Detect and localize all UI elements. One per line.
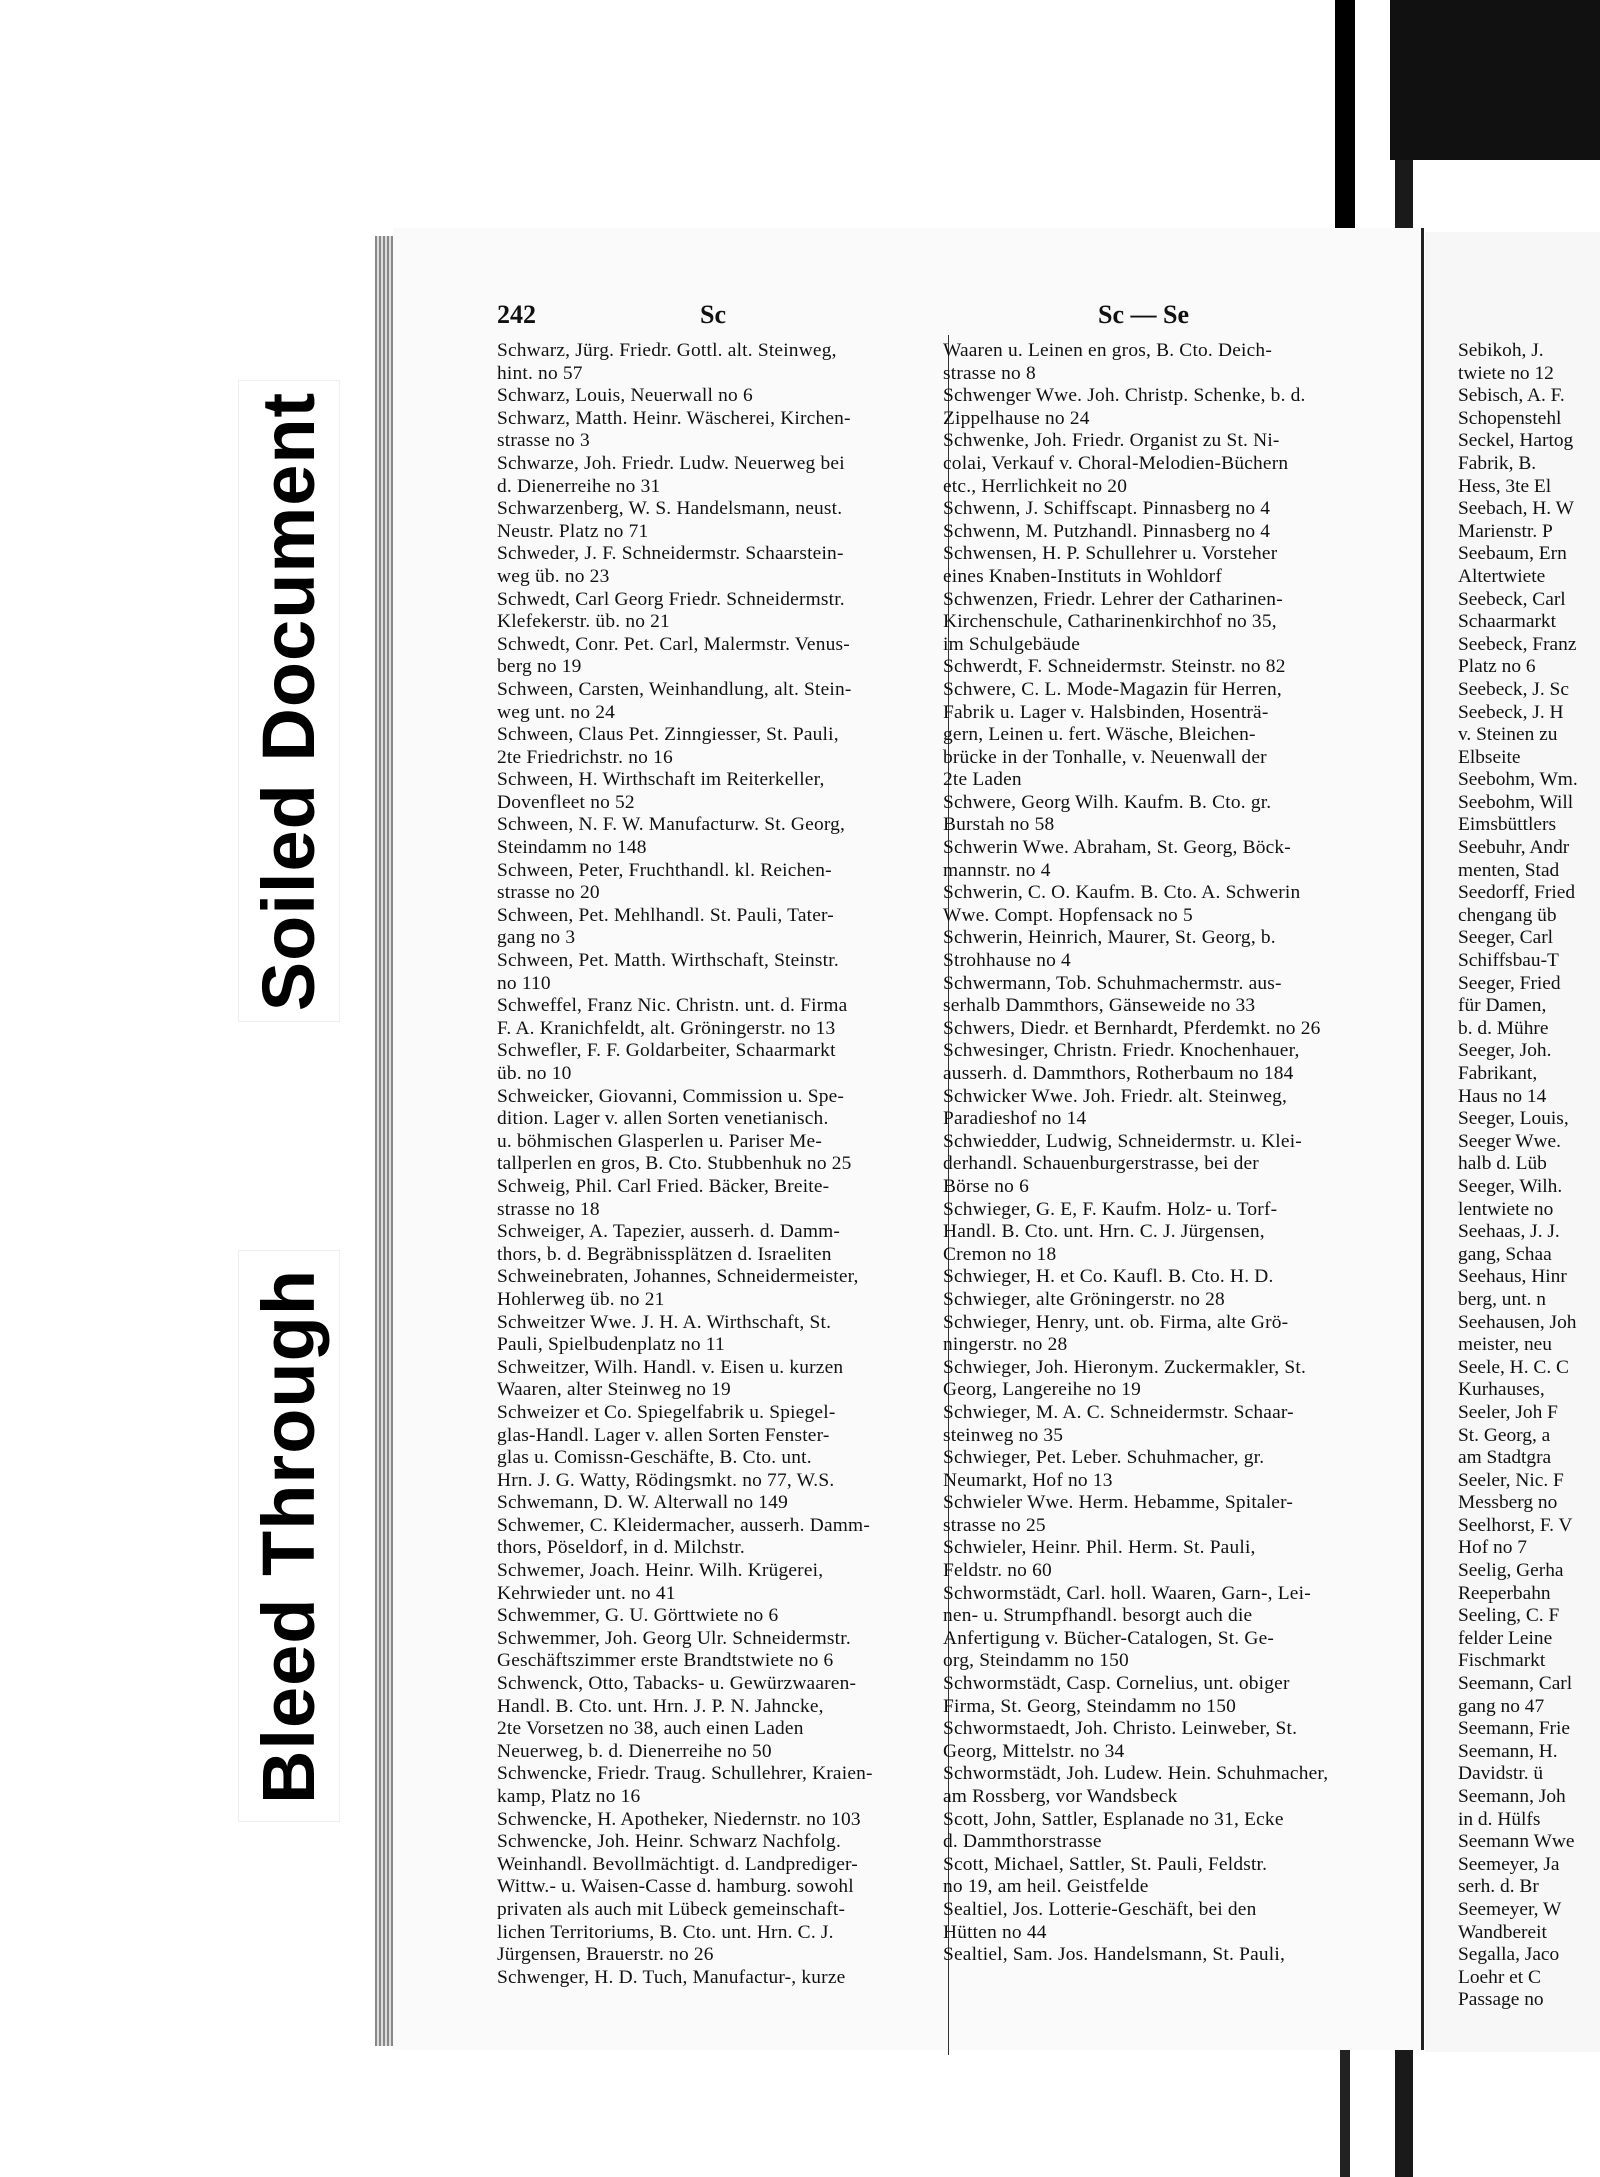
directory-column-left [497, 340, 947, 1989]
book-page-edges [375, 236, 395, 2046]
entry-line: Schwieler, Heinr. Phil. Herm. St. Pauli, [943, 1537, 1256, 1559]
entry-line: Wandbereit [1458, 1921, 1547, 1943]
entry-line: etc., Herrlichkeit no 20 [943, 475, 1128, 497]
entry-line: Seelhorst, F. V [1458, 1514, 1573, 1536]
entry-line: Schwenger, H. D. Tuch, Manufactur-, kurze [497, 1966, 846, 1988]
entry-line: Schwieger, G. E, F. Kaufm. Holz- u. Torf- [943, 1198, 1278, 1220]
right-running-head: Sc — Se [1098, 300, 1189, 329]
entry-line: strasse no 18 [497, 1198, 600, 1220]
entry-line: Schween, N. F. W. Manufacturw. St. Georg, [497, 814, 846, 836]
entry-line: Schwerin, Heinrich, Maurer, St. Georg, b. [943, 927, 1276, 949]
entry-line: Seebeck, Franz [1458, 633, 1577, 655]
entry-line: Schwiedder, Ludwig, Schneidermstr. u. Klei- [943, 1130, 1302, 1152]
entry-line: meister, neu [1458, 1334, 1552, 1356]
entry-line: nen- u. Strumpfhandl. besorgt auch die [943, 1605, 1253, 1627]
entry-line: thors, b. d. Begräbnissplätzen d. Israeliten [497, 1243, 832, 1265]
soiled-document-label: Soiled Document [247, 391, 331, 1011]
entry-line: chengang üb [1458, 904, 1557, 926]
entry-line: Schwicker Wwe. Joh. Friedr. alt. Steinweg, [943, 1085, 1288, 1107]
entry-line: Sealtiel, Sam. Jos. Handelsmann, St. Pauli, [943, 1944, 1285, 1966]
entry-line: Schwedt, Carl Georg Friedr. Schneidermstr. [497, 588, 845, 610]
entry-line: privaten als auch mit Lübeck gemeinschaft- [497, 1898, 846, 1920]
entry-line: brücke in der Tonhalle, v. Neuenwall der [943, 746, 1267, 768]
entry-line: Seeler, Joh F [1458, 1401, 1558, 1423]
entry-line: Seemeyer, W [1458, 1898, 1562, 1920]
entry-line: hint. no 57 [497, 362, 583, 384]
entry-line: Schwensen, H. P. Schullehrer u. Vorsteher [943, 543, 1278, 565]
entry-line: Seebeck, J. Sc [1458, 678, 1569, 700]
entry-line: Paradieshof no 14 [943, 1108, 1087, 1130]
entry-line: üb. no 10 [497, 1063, 572, 1084]
entry-line: lichen Territoriums, B. Cto. unt. Hrn. C. J. [497, 1921, 834, 1943]
entry-line: Seebohm, Will [1458, 791, 1574, 813]
scan-background-stripe-1 [1335, 0, 1355, 240]
entry-line: Schwemer, Joach. Heinr. Wilh. Krügerei, [497, 1560, 824, 1582]
entry-line: Schwormstädt, Casp. Cornelius, unt. obiger [943, 1673, 1290, 1695]
entry-line: Seedorff, Fried [1458, 882, 1576, 904]
entry-line: Loehr et C [1458, 1966, 1541, 1988]
entry-line: Schween, Pet. Mehlhandl. St. Pauli, Tater- [497, 904, 834, 926]
entry-line: strasse no 8 [943, 362, 1036, 384]
entry-line: Scott, Michael, Sattler, St. Pauli, Feldstr. [943, 1853, 1268, 1875]
entry-line: Georg, Mittelstr. no 34 [943, 1740, 1125, 1762]
entry-line: Schwemann, D. W. Alterwall no 149 [497, 1492, 788, 1514]
entry-line: Schween, Peter, Fruchthandl. kl. Reichen- [497, 859, 832, 881]
entry-line: Schwarze, Joh. Friedr. Ludw. Neuerweg bei [497, 452, 845, 474]
entry-line: Fischmarkt [1458, 1650, 1546, 1672]
entry-line: glas-Handl. Lager v. allen Sorten Fenster- [497, 1424, 830, 1446]
entry-line: Neustr. Platz no 71 [497, 520, 649, 542]
entry-line: Seebaum, Ern [1458, 543, 1567, 565]
entry-line: Geschäftszimmer erste Brandtstwiete no 6 [497, 1650, 834, 1672]
entry-line: Hütten no 44 [943, 1921, 1047, 1943]
scan-background-stripe-2 [1390, 0, 1600, 160]
entry-line: gang, Schaa [1458, 1243, 1552, 1265]
entry-line: no 19, am heil. Geistfelde [943, 1876, 1149, 1898]
entry-line: Hess, 3te El [1458, 475, 1552, 497]
entry-line: Passage no [1458, 1989, 1544, 2011]
entry-line: Seeger, Fried [1458, 972, 1561, 994]
entry-line: Sebikoh, J. [1458, 340, 1544, 361]
entry-line: Hof no 7 [1458, 1537, 1527, 1559]
entry-line: Schwencke, H. Apotheker, Niedernstr. no 103 [497, 1808, 861, 1830]
entry-line: Schwenger Wwe. Joh. Christp. Schenke, b. d. [943, 385, 1306, 407]
entry-line: b. d. Mühre [1458, 1017, 1549, 1039]
entry-line: Schwormstädt, Joh. Ludew. Hein. Schuhmacher, [943, 1763, 1329, 1785]
entry-line: Schwermann, Tob. Schuhmachermstr. aus- [943, 972, 1282, 994]
entry-line: Seebeck, J. H [1458, 701, 1564, 723]
entry-line: Wwe. Compt. Hopfensack no 5 [943, 904, 1193, 926]
entry-line: Hrn. J. G. Watty, Rödingsmkt. no 77, W.S. [497, 1469, 835, 1491]
entry-line: Schwedt, Conr. Pet. Carl, Malermstr. Venus- [497, 633, 850, 655]
entry-line: weg unt. no 24 [497, 701, 616, 723]
entry-line: Seeger, Louis, [1458, 1108, 1569, 1130]
entry-line: 2te Vorsetzen no 38, auch einen Laden [497, 1718, 804, 1740]
entry-line: Schwormstaedt, Joh. Christo. Leinweber, St. [943, 1718, 1298, 1740]
entry-line: Burstah no 58 [943, 814, 1055, 836]
entry-line: Schwere, Georg Wilh. Kaufm. B. Cto. gr. [943, 791, 1272, 813]
left-running-head: Sc [700, 300, 726, 329]
bleed-through-label: Bleed Through [247, 1268, 331, 1804]
entry-line: Feldstr. no 60 [943, 1560, 1052, 1582]
entry-line: Seebeck, Carl [1458, 588, 1566, 610]
directory-column-next-page [1458, 340, 1600, 2012]
entry-line: halb d. Lüb [1458, 1153, 1547, 1175]
entry-line: Neuerweg, b. d. Dienerreihe no 50 [497, 1740, 772, 1762]
entry-line: Fabrikant, [1458, 1063, 1538, 1084]
entry-line: strasse no 25 [943, 1514, 1046, 1536]
entry-line: strasse no 3 [497, 430, 590, 452]
entry-line: Segalla, Jaco [1458, 1944, 1560, 1966]
entry-line: Handl. B. Cto. unt. Hrn. J. P. N. Jahncke, [497, 1695, 824, 1717]
entry-line: Dovenfleet no 52 [497, 791, 635, 813]
entry-line: Seeger, Wilh. [1458, 1175, 1563, 1197]
entry-line: gang no 3 [497, 927, 576, 949]
entry-line: Cremon no 18 [943, 1243, 1057, 1265]
entry-line: Altertwiete [1458, 565, 1546, 587]
entry-line: Schwieger, Pet. Leber. Schuhmacher, gr. [943, 1447, 1265, 1469]
entry-line: Schwarz, Louis, Neuerwall no 6 [497, 385, 753, 407]
entry-line: gern, Leinen u. fert. Wäsche, Bleichen- [943, 724, 1256, 746]
entry-line: serhalb Dammthors, Gänseweide no 33 [943, 995, 1256, 1017]
entry-line: Schwenke, Joh. Friedr. Organist zu St. Ni- [943, 430, 1280, 452]
entry-line: Schween, Carsten, Weinhandlung, alt. Stein- [497, 678, 852, 700]
entry-line: Schwieger, M. A. C. Schneidermstr. Schaar- [943, 1401, 1294, 1423]
entry-line: Schweiger, A. Tapezier, ausserh. d. Damm- [497, 1221, 841, 1243]
entry-line: org, Steindamm no 150 [943, 1650, 1129, 1672]
entry-line: Schwarzenberg, W. S. Handelsmann, neust. [497, 498, 843, 520]
entry-line: ausserh. d. Dammthors, Rotherbaum no 184 [943, 1063, 1294, 1084]
entry-line: derhandl. Schauenburgerstrasse, bei der [943, 1153, 1259, 1175]
entry-line: Pauli, Spielbudenplatz no 11 [497, 1334, 725, 1356]
entry-line: Seebach, H. W [1458, 498, 1574, 520]
entry-line: eines Knaben-Instituts in Wohldorf [943, 565, 1222, 587]
entry-line: Schwarz, Jürg. Friedr. Gottl. alt. Steinweg, [497, 340, 837, 361]
entry-line: in d. Hülfs [1458, 1808, 1541, 1830]
entry-line: Schwormstädt, Carl. holl. Waaren, Garn-, Lei- [943, 1582, 1311, 1604]
entry-line: berg no 19 [497, 656, 582, 678]
entry-line: im Schulgebäude [943, 633, 1081, 655]
entry-line: Sebisch, A. F. [1458, 385, 1565, 407]
page-number: 242 [497, 300, 536, 329]
entry-line: Strohhause no 4 [943, 950, 1071, 972]
entry-line: Schwieger, alte Gröningerstr. no 28 [943, 1288, 1225, 1310]
entry-line: Schwarz, Matth. Heinr. Wäscherei, Kirchen- [497, 407, 851, 429]
entry-line: Klefekerstr. üb. no 21 [497, 611, 670, 633]
entry-line: Zippelhause no 24 [943, 407, 1090, 429]
entry-line: Schwenn, J. Schiffscapt. Pinnasberg no 4 [943, 498, 1271, 520]
entry-line: Haus no 14 [1458, 1085, 1547, 1107]
entry-line: Seele, H. C. C [1458, 1356, 1569, 1378]
entry-line: Seeger, Joh. [1458, 1040, 1552, 1062]
entry-line: Marienstr. P [1458, 520, 1553, 542]
entry-line: Seeler, Nic. F [1458, 1469, 1564, 1491]
entry-line: d. Dammthorstrasse [943, 1831, 1102, 1853]
soiled-document-stamp [238, 380, 340, 1022]
entry-line: Schopenstehl [1458, 407, 1562, 429]
entry-line: Fabrik u. Lager v. Halsbinden, Hosenträ- [943, 701, 1269, 723]
entry-line: Seeger Wwe. [1458, 1130, 1562, 1152]
entry-line: Firma, St. Georg, Steindamm no 150 [943, 1695, 1236, 1717]
entry-line: Seemann, Frie [1458, 1718, 1571, 1740]
entry-line: Anfertigung v. Bücher-Catalogen, St. Ge- [943, 1627, 1275, 1649]
entry-line: Handl. B. Cto. unt. Hrn. C. J. Jürgensen, [943, 1221, 1265, 1243]
entry-line: Schwers, Diedr. et Bernhardt, Pferdemkt. no 26 [943, 1017, 1321, 1039]
bleed-through-stamp [238, 1250, 340, 1822]
entry-line: Schwieger, H. et Co. Kaufl. B. Cto. H. D. [943, 1266, 1274, 1288]
entry-line: Wittw.- u. Waisen-Casse d. hamburg. sowohl [497, 1876, 854, 1898]
entry-line: u. böhmischen Glasperlen u. Pariser Me- [497, 1130, 822, 1152]
entry-line: St. Georg, a [1458, 1424, 1551, 1446]
entry-line: Schweizer et Co. Spiegelfabrik u. Spiegel- [497, 1401, 836, 1423]
entry-line: Schween, H. Wirthschaft im Reiterkeller, [497, 769, 825, 791]
entry-line: tallperlen en gros, B. Cto. Stubbenhuk no 25 [497, 1153, 852, 1175]
entry-line: Schweder, J. F. Schneidermstr. Schaarstein- [497, 543, 844, 565]
entry-line: Neumarkt, Hof no 13 [943, 1469, 1113, 1491]
entry-line: mannstr. no 4 [943, 859, 1051, 881]
entry-line: glas u. Comissn-Geschäfte, B. Cto. unt. [497, 1447, 812, 1469]
entry-line: Schwere, C. L. Mode-Magazin für Herren, [943, 678, 1282, 700]
entry-line: weg üb. no 23 [497, 565, 610, 587]
entry-line: Elbseite [1458, 746, 1521, 768]
entry-line: Schweicker, Giovanni, Commission u. Spe- [497, 1085, 845, 1107]
entry-line: Seelig, Gerha [1458, 1560, 1564, 1582]
entry-line: Schwerdt, F. Schneidermstr. Steinstr. no 82 [943, 656, 1286, 678]
entry-line: Seebuhr, Andr [1458, 837, 1570, 859]
entry-line: Schwenn, M. Putzhandl. Pinnasberg no 4 [943, 520, 1271, 542]
entry-line: serh. d. Br [1458, 1876, 1539, 1898]
entry-line: steinweg no 35 [943, 1424, 1064, 1446]
entry-line: Seemann, H. [1458, 1740, 1558, 1762]
entry-line: Hohlerweg üb. no 21 [497, 1288, 665, 1310]
entry-line: Fabrik, B. [1458, 452, 1537, 474]
entry-line: dition. Lager v. allen Sorten venetianisch. [497, 1108, 829, 1130]
entry-line: Messberg no [1458, 1492, 1558, 1514]
entry-line: Eimsbüttlers [1458, 814, 1557, 836]
entry-line: thors, Pöseldorf, in d. Milchstr. [497, 1537, 745, 1559]
entry-line: d. Dienerreihe no 31 [497, 475, 661, 497]
entry-line: Scott, John, Sattler, Esplanade no 31, Ecke [943, 1808, 1284, 1830]
entry-line: Schwerin Wwe. Abraham, St. Georg, Böck- [943, 837, 1291, 859]
entry-line: Schaarmarkt [1458, 611, 1556, 633]
entry-line: Schween, Claus Pet. Zinngiesser, St. Pauli, [497, 724, 839, 746]
entry-line: Schweitzer, Wilh. Handl. v. Eisen u. kurzen [497, 1356, 844, 1378]
entry-line: Waaren, alter Steinweg no 19 [497, 1379, 731, 1401]
entry-line: Seeger, Carl [1458, 927, 1554, 949]
entry-line: Schwieler Wwe. Herm. Hebamme, Spitaler- [943, 1492, 1294, 1514]
entry-line: colai, Verkauf v. Choral-Melodien-Büchern [943, 452, 1289, 474]
entry-line: Seeling, C. F [1458, 1605, 1560, 1627]
entry-line: menten, Stad [1458, 859, 1560, 881]
entry-line: Steindamm no 148 [497, 837, 647, 859]
entry-line: Weinhandl. Bevollmächtigt. d. Landprediger- [497, 1853, 858, 1875]
entry-line: Schwenck, Otto, Tabacks- u. Gewürzwaaren- [497, 1673, 857, 1695]
entry-line: Schwefler, F. F. Goldarbeiter, Schaarmarkt [497, 1040, 836, 1062]
entry-line: kamp, Platz no 16 [497, 1786, 641, 1807]
entry-line: strasse no 20 [497, 882, 600, 904]
entry-line: Schwerin, C. O. Kaufm. B. Cto. A. Schwerin [943, 882, 1301, 904]
directory-column-right [943, 340, 1393, 1967]
entry-line: 2te Friedrichstr. no 16 [497, 746, 673, 768]
entry-line: Schween, Pet. Matth. Wirthschaft, Steinstr. [497, 950, 839, 972]
entry-line: Schwencke, Joh. Heinr. Schwarz Nachfolg. [497, 1831, 842, 1853]
entry-line: Schiffsbau-T [1458, 950, 1559, 972]
entry-line: Seemann, Joh [1458, 1786, 1566, 1807]
entry-line: Schweinebraten, Johannes, Schneidermeister, [497, 1266, 859, 1288]
entry-line: berg, unt. n [1458, 1288, 1546, 1310]
entry-line: no 110 [497, 972, 551, 994]
entry-line: am Rossberg, vor Wandsbeck [943, 1786, 1178, 1807]
entry-line: Waaren u. Leinen en gros, B. Cto. Deich- [943, 340, 1272, 361]
entry-line: Schwemer, C. Kleidermacher, ausserh. Damm- [497, 1514, 870, 1536]
entry-line: Schwemmer, Joh. Georg Ulr. Schneidermstr. [497, 1627, 851, 1649]
entry-line: Schwenzen, Friedr. Lehrer der Catharinen- [943, 588, 1283, 610]
entry-line: Schwieger, Henry, unt. ob. Firma, alte Grö- [943, 1311, 1289, 1333]
entry-line: Seehaus, Hinr [1458, 1266, 1567, 1288]
entry-line: Seemann, Carl [1458, 1673, 1573, 1695]
entry-line: ningerstr. no 28 [943, 1334, 1068, 1356]
scan-background-stripe-4 [1340, 2040, 1350, 2177]
entry-line: für Damen, [1458, 995, 1547, 1017]
entry-line: v. Steinen zu [1458, 724, 1558, 746]
entry-line: Kurhauses, [1458, 1379, 1545, 1401]
entry-line: felder Leine [1458, 1627, 1553, 1649]
entry-line: Davidstr. ü [1458, 1763, 1544, 1785]
entry-line: F. A. Kranichfeldt, alt. Gröningerstr. no 13 [497, 1017, 836, 1039]
entry-line: Schwesinger, Christn. Friedr. Knochenhauer, [943, 1040, 1300, 1062]
entry-line: Schweffel, Franz Nic. Christn. unt. d. Firma [497, 995, 848, 1017]
entry-line: Kehrwieder unt. no 41 [497, 1582, 676, 1604]
entry-line: Seemann Wwe [1458, 1831, 1575, 1853]
entry-line: 2te Laden [943, 769, 1022, 791]
entry-line: am Stadtgra [1458, 1447, 1552, 1469]
entry-line: Schweitzer Wwe. J. H. A. Wirthschaft, St. [497, 1311, 832, 1333]
entry-line: gang no 47 [1458, 1695, 1545, 1717]
entry-line: Reeperbahn [1458, 1582, 1551, 1604]
entry-line: Seehausen, Joh [1458, 1311, 1577, 1333]
entry-line: lentwiete no [1458, 1198, 1554, 1220]
entry-line: Schwencke, Friedr. Traug. Schullehrer, Kraien- [497, 1763, 873, 1785]
entry-line: Schwemmer, G. U. Görttwiete no 6 [497, 1605, 779, 1627]
entry-line: twiete no 12 [1458, 362, 1554, 384]
entry-line: Schweig, Phil. Carl Fried. Bäcker, Breite- [497, 1175, 830, 1197]
entry-line: Platz no 6 [1458, 656, 1536, 678]
entry-line: Börse no 6 [943, 1175, 1030, 1197]
entry-line: Seebohm, Wm. [1458, 769, 1578, 791]
entry-line: Seehaas, J. J. [1458, 1221, 1560, 1243]
entry-line: Georg, Langereihe no 19 [943, 1379, 1142, 1401]
entry-line: Seckel, Hartog [1458, 430, 1574, 452]
entry-line: Sealtiel, Jos. Lotterie-Geschäft, bei den [943, 1898, 1257, 1920]
entry-line: Seemeyer, Ja [1458, 1853, 1560, 1875]
entry-line: Schwieger, Joh. Hieronym. Zuckermakler, St. [943, 1356, 1306, 1378]
entry-line: Kirchenschule, Catharinenkirchhof no 35, [943, 611, 1277, 633]
entry-line: Jürgensen, Brauerstr. no 26 [497, 1944, 714, 1966]
